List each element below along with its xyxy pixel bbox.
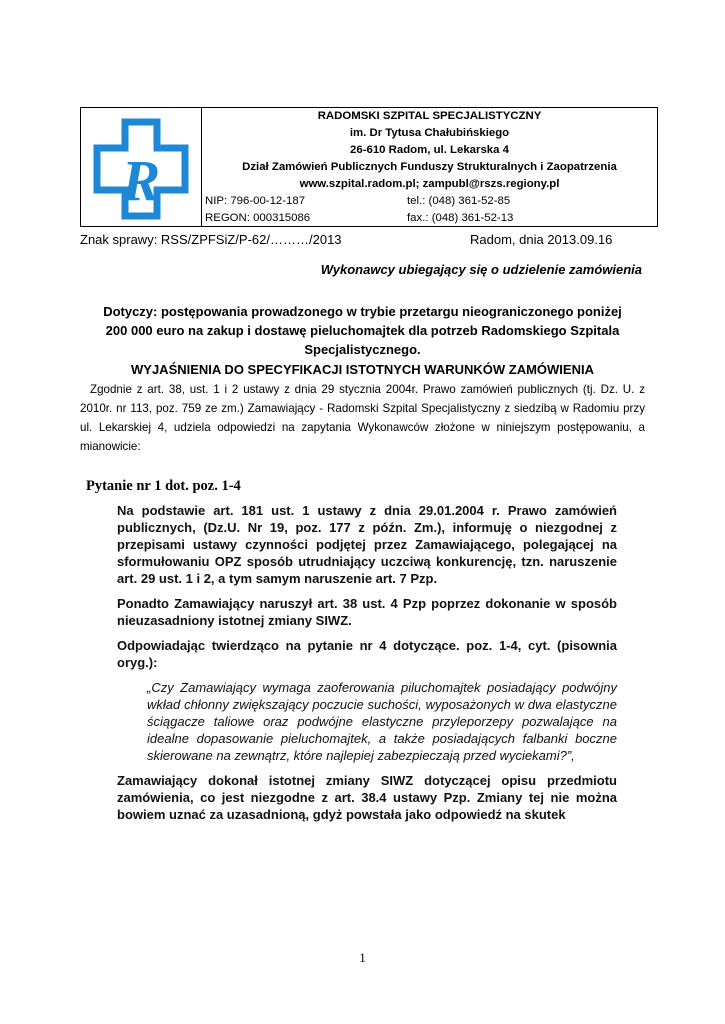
subject-line: 200 000 euro na zakup i dostawę pieluchomajtek dla potrzeb Radomskiego Szpitala (105, 323, 620, 338)
document-title: WYJAŚNIENIA DO SPECYFIKACJI ISTOTNYCH WARUNKÓW ZAMÓWIENIA (131, 362, 594, 377)
web-email: www.szpital.radom.pl; zampubl@rszs.regiony.pl (299, 178, 560, 190)
phone: tel.: (048) 361-52-85 (407, 195, 511, 207)
case-reference: Znak sprawy: RSS/ZPFSiZ/P-62/………/2013 (80, 232, 342, 247)
subject-line: Dotyczy: postępowania prowadzonego w trybie przetargu nieograniczonego poniżej (103, 304, 622, 319)
letterhead (80, 107, 658, 227)
regon-fax-row (202, 210, 657, 227)
page-number: 1 (359, 950, 366, 965)
scan-paragraph: Zamawiający dokonał istotnej zmiany SIWZ dotyczącej opisu przedmiotu zamówienia, co jest niezgodne z art. 38.4 ustawy Pzp. Zmiany tej nie można bowiem uznać za uzasadnioną, gdyż powstała jako odpowiedź na skutek (117, 773, 617, 822)
regon: REGON: 000315086 (205, 212, 311, 224)
department-name: Dział Zamówień Publicznych Funduszy Strukturalnych i Zaopatrzenia (242, 161, 617, 173)
hospital-name: RADOMSKI SZPITAL SPECJALISTYCZNY (317, 110, 542, 122)
svg-text:R: R (121, 148, 161, 213)
subject-line: Specjalistycznego. (304, 342, 421, 357)
fax: fax.: (048) 361-52-13 (407, 212, 514, 224)
nip: NIP: 796-00-12-187 (205, 195, 306, 207)
hospital-patron: im. Dr Tytusa Chałubińskiego (349, 127, 510, 139)
scan-paragraph: Ponadto Zamawiający naruszył art. 38 ust. 4 Pzp poprzez dokonanie w sposób nieuzasadniony istotnej zmiany SIWZ. (117, 596, 617, 628)
nip-tel-row (202, 193, 657, 210)
hospital-cross-logo-icon (81, 108, 201, 226)
question-heading: Pytanie nr 1 dot. poz. 1-4 (86, 478, 241, 494)
logo-cell (81, 108, 202, 226)
addressee: Wykonawcy ubiegający się o udzielenie zamówienia (320, 262, 642, 277)
scan-paragraph: Odpowiadając twierdząco na pytanie nr 4 dotyczące. poz. 1-4, cyt. (pisownia oryg.): (117, 638, 617, 670)
intro-paragraph: Zgodnie z art. 38, ust. 1 i 2 ustawy z dnia 29 stycznia 2004r. Prawo zamówień publicznych (tj. Dz. U. z 2010r. nr 113, poz. 759 ze zm.) Zamawiający - Radomski Szpital Specjalistyczny z siedzibą w Radomiu przy ul. Lekarskiej 4, udziela odpowiedzi na zapytania Wykonawców złożone w niniejszym postępowaniu, a mianowicie: (80, 383, 645, 453)
letterhead-info (202, 108, 657, 226)
place-date: Radom, dnia 2013.09.16 (470, 232, 613, 247)
scanned-excerpt (117, 502, 617, 831)
scan-paragraph: Na podstawie art. 181 ust. 1 ustawy z dnia 29.01.2004 r. Prawo zamówień publicznych, (Dz.U. Nr 19, poz. 177 z późn. Zm.), informuję o niezgodnej z przepisami ustawy czynności podjętej przez Zamawiającego, polegającej na sformułowaniu OPZ sposób utrudniający uczciwą konkurencję, tzn. naruszenie art. 29 ust. 1 i 2, a tym samym naruszenie art. 7 Pzp. (117, 503, 617, 586)
scan-quote: „Czy Zamawiający wymaga zaoferowania piluchomajtek posiadający podwójny wkład chłonny zwiększający poczucie suchości, wyposażonych w dwa elastyczne ściągacze taliowe oraz podwójne elastyczne przyleporzepy pozwalające na idealne dopasowanie pieluchomajtek, a także posiadających falbanki boczne skierowane na zewnątrz, które najlepiej zabezpieczają przed wyciekami?”, (147, 680, 617, 763)
hospital-address: 26-610 Radom, ul. Lekarska 4 (350, 144, 509, 156)
